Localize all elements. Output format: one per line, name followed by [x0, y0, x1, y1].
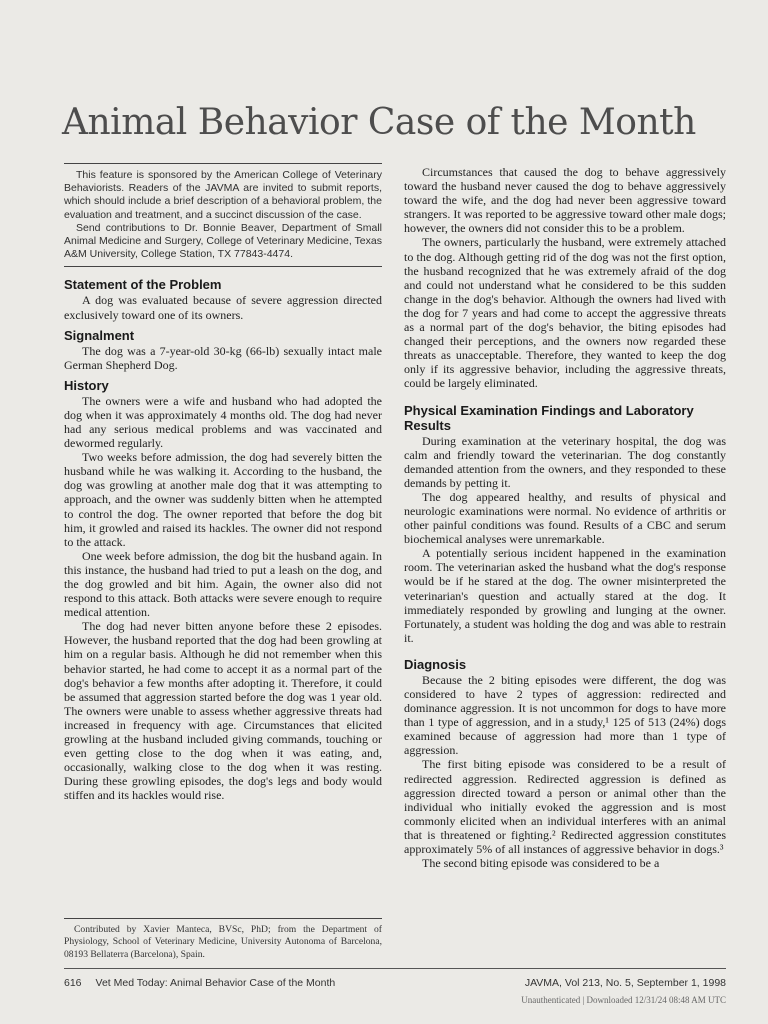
- body-paragraph: The owners, particularly the husband, were extremely attached to the dog. Although getting rid of the dog was not the first option, the husband recognized that he was extremely afraid of the dog and could not understand what he considered to be this sudden change in the dog's behavior. Although the owners had lived with the dog for 7 years and had come to accept the aggressive threats as a normal part of the dog's behavior, the biting episodes had changed their perceptions, and the owners now regarded these threats as unacceptable. Therefore, they wanted to keep the dog only if its aggressive behavior, including the aggressive threats, could be largely eliminated.: [404, 235, 726, 391]
- right-column: [404, 163, 726, 965]
- section-heading-history: History: [64, 377, 109, 393]
- section-heading-statement: Statement of the Problem: [64, 277, 222, 293]
- body-paragraph: Two weeks before admission, the dog had severely bitten the husband while he was walking it. According to the husband, the dog was growling at another male dog that it was attempting to approach, and the owner was suddenly bitten when he attempted to control the dog. The owner reported that before the dog bit him, it growled and raised its hackles. The owner did not respond to the attack.: [64, 450, 382, 549]
- download-stamp: Unauthenticated | Downloaded 12/31/24 08:48 AM UTC: [521, 995, 726, 1005]
- body-paragraph: Circumstances that caused the dog to behave aggressively toward the husband never caused the dog to behave aggressively toward the wife, and the dog had never been aggressive toward strangers. It was reported to be aggressive toward other male dogs; however, the owners did not consider this to be a problem.: [404, 165, 726, 236]
- journal-citation: JAVMA, Vol 213, No. 5, September 1, 1998: [524, 977, 726, 989]
- body-paragraph: A dog was evaluated because of severe aggression directed exclusively toward one of its owners.: [64, 293, 382, 322]
- sponsor-paragraph: Send contributions to Dr. Bonnie Beaver, Department of Small Animal Medicine and Surgery, College of Veterinary Medicine, Texas A&M University, College Station, TX 77843-4474.: [64, 221, 382, 261]
- body-paragraph: One week before admission, the dog bit the husband again. In this instance, the husband had tried to put a leash on the dog, and the dog growled and bit him. Again, the owner also did not respond to this attack. Both attacks were severe enough to require medical attention.: [64, 548, 382, 620]
- body-paragraph: The dog had never bitten anyone before these 2 episodes. However, the husband reported that the dog had been growling at him on a regular basis. Although he did not remember when this behavior started, he had come to accept it as a normal part of the dog's behavior a few months after adopting it. Therefore, it could be assumed that aggression started before the dog was 1 year old. The owners were unable to assess whether aggressive threats had increased in frequency with age. Circumstances that elicited growling at the husband included giving commands, touching or even getting close to the dog when it was eating, and, occasionally, walking close to the dog when it was resting. During these growling episodes, the dog's legs and body would stiffen and its hackles would rise.: [64, 619, 382, 803]
- body-paragraph: A potentially serious incident happened in the examination room. The veterinarian asked the husband what the dog's response would be if he stared at the dog. The owner misinterpreted the veterinarian's question and actually stared at the dog. It immediately responded by growling and lunging at the owner. Fortunately, a student was holding the dog and was able to restrain it.: [404, 546, 726, 645]
- page-number: 616: [64, 977, 82, 989]
- body-paragraph: The owners were a wife and husband who had adopted the dog when it was approximately 4 months old. The dog had never had any serious medical problems and was vaccinated and dewormed regularly.: [64, 393, 382, 451]
- sponsor-note: [64, 163, 382, 267]
- running-head: Vet Med Today: Animal Behavior Case of the Month: [95, 977, 336, 989]
- body-paragraph: The second biting episode was considered to be a: [422, 856, 660, 871]
- left-column: [64, 163, 382, 965]
- page-title: Animal Behavior Case of the Month: [62, 102, 696, 143]
- body-paragraph: The dog was a 7-year-old 30-kg (66-lb) sexually intact male German Shepherd Dog.: [64, 343, 382, 372]
- section-heading-diagnosis: Diagnosis: [404, 656, 467, 672]
- body-paragraph: Because the 2 biting episodes were different, the dog was considered to have 2 types of aggression: redirected and dominance aggression. It is not uncommon for dogs to have more than 1 type of aggression, and in a study,¹ 125 of 513 (24%) dogs examined because of aggression had more than 1 type of aggression.: [404, 672, 726, 758]
- section-heading-physical-exam: Physical Examination Findings and Laboratory Results: [404, 402, 694, 433]
- sponsor-paragraph: This feature is sponsored by the American College of Veterinary Behaviorists. Readers of the JAVMA are invited to submit reports, which should include a brief description of a behavioral problem, the evaluation and treatment, and a succinct discussion of the case.: [64, 169, 382, 221]
- contributor-text: Contributed by Xavier Manteca, BVSc, PhD; from the Department of Physiology, School of Veterinary Medicine, University Autonoma of Barcelona, 08193 Bellaterra (Barcelona), Spain.: [64, 924, 382, 960]
- footer-left: [64, 977, 335, 989]
- body-paragraph: During examination at the veterinary hospital, the dog was calm and friendly toward the veterinarian. The dog constantly demanded attention from the owners, and they responded to these demands by petting it.: [404, 433, 726, 490]
- section-heading-signalment: Signalment: [64, 327, 135, 343]
- contributor-note: [64, 918, 382, 961]
- body-paragraph: The first biting episode was considered to be a result of redirected aggression. Redirected aggression is defined as aggression directed toward a person or animal other than the individual who initially evoked the aggression and is most commonly elicited when an individual interferes with an animal that is threatened or fighting.² Redirected aggression constitutes approximately 5% of all instances of aggressive behavior in dogs.³: [404, 757, 726, 857]
- footer-divider: [64, 968, 726, 969]
- body-paragraph: The dog appeared healthy, and results of physical and neurologic examinations were normal. No evidence of arthritis or other painful conditions was found. Results of a CBC and serum biochemical analyses were unremarkable.: [404, 489, 726, 547]
